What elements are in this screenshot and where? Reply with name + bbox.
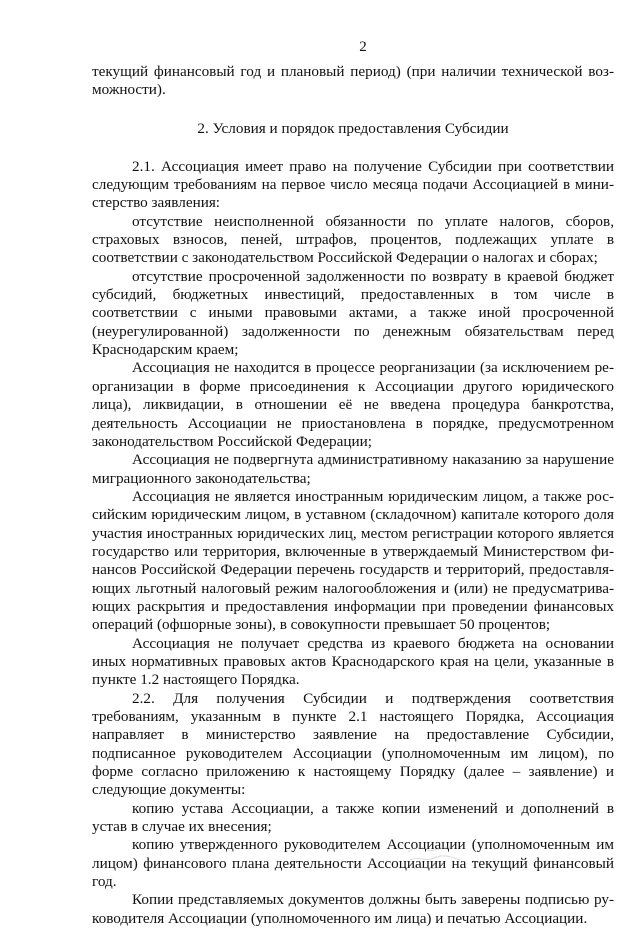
paragraph: Ассоциация не получает средства из краевого бюджета на основании иных нормативных правовых актов Краснодарского края на цели, указанные в пункте 1.2 настоящего Порядка. (92, 634, 614, 689)
paragraph: Копии представляемых документов должны быть заверены подписью руководителя Ассоциации (уполномоченного им лица) и печатью Ассоциации. (92, 891, 614, 927)
paragraph: Ассоциация не находится в процессе реорганизации (за исключением реорганизации в форме присоединения к Ассоциации другого юридического лица), ликвидации, в отношении её не введена процедура банкротства, деятельность Ассоциации не приостановлена в порядке, предусмотренном законодательством Российской Федерации; (92, 359, 614, 450)
paragraph: отсутствие неисполненной обязанности по уплате налогов, сборов, страховых взносов, пеней, штрафов, процентов, подлежащих уплате в соответствии с законодательством Российской Федерации о налогах и сборах; (92, 212, 614, 267)
paragraph: 2.1. Ассоциация имеет право на получение Субсидии при соответствии следующим требованиям на первое число месяца подачи Ассоциацией в министерство заявления: (92, 157, 614, 212)
paragraph: Ассоциация не подвергнута административному наказанию за нарушение миграционного законодательства; (92, 451, 614, 487)
intro-paragraph: текущий финансовый год и плановый период) (при наличии технической возможности). (92, 63, 614, 99)
paragraph: копию устава Ассоциации, а также копии изменений и дополнений в устав в случае их внесения; (92, 799, 614, 836)
paragraph: отсутствие просроченной задолженности по возврату в краевой бюджет субсидий, бюджетных инвестиций, предоставленных в том числе в соответствии с иными правовыми актами, а также иной просроченной (неурегулированной) задолженности по денежным обязательствам перед Краснодарским краем; (92, 267, 614, 359)
page-number: 2 (359, 39, 367, 55)
faint-stamp-mark (400, 838, 470, 878)
paragraph: 2.2. Для получения Субсидии и подтверждения соответствия требованиям, указанным в пункте 2.1 настоящего Порядка, Ассоциация направляет в министерство заявление на предоставление Субсидии, подписанное руководителем Ассоциации (уполномоченным им лицом), по форме согласно приложению к настоящему Порядку (далее – заявление) и следующие документы: (92, 689, 614, 799)
section-heading: 2. Условия и порядок предоставления Субсидии (197, 119, 509, 137)
section-body (92, 158, 614, 928)
paragraph: Ассоциация не является иностранным юридическим лицом, а также российским юридическим лицом, в уставном (складочном) капитале которого доля участия иностранных юридических лиц, местом регистрации которого является государство или территория, включенные в утверждаемый Министерством финансов Российской Федерации перечень государств и территорий, предоставляющих льготный налоговый режим налогообложения и (или) не предусматривающих раскрытия и предоставления информации при проведении финансовых операций (офшорные зоны), в совокупности превышает 50 процентов; (92, 487, 614, 634)
paragraph: копию утвержденного руководителем Ассоциации (уполномоченным им лицом) финансового плана деятельности Ассоциации на текущий финансовый год. (92, 836, 614, 891)
